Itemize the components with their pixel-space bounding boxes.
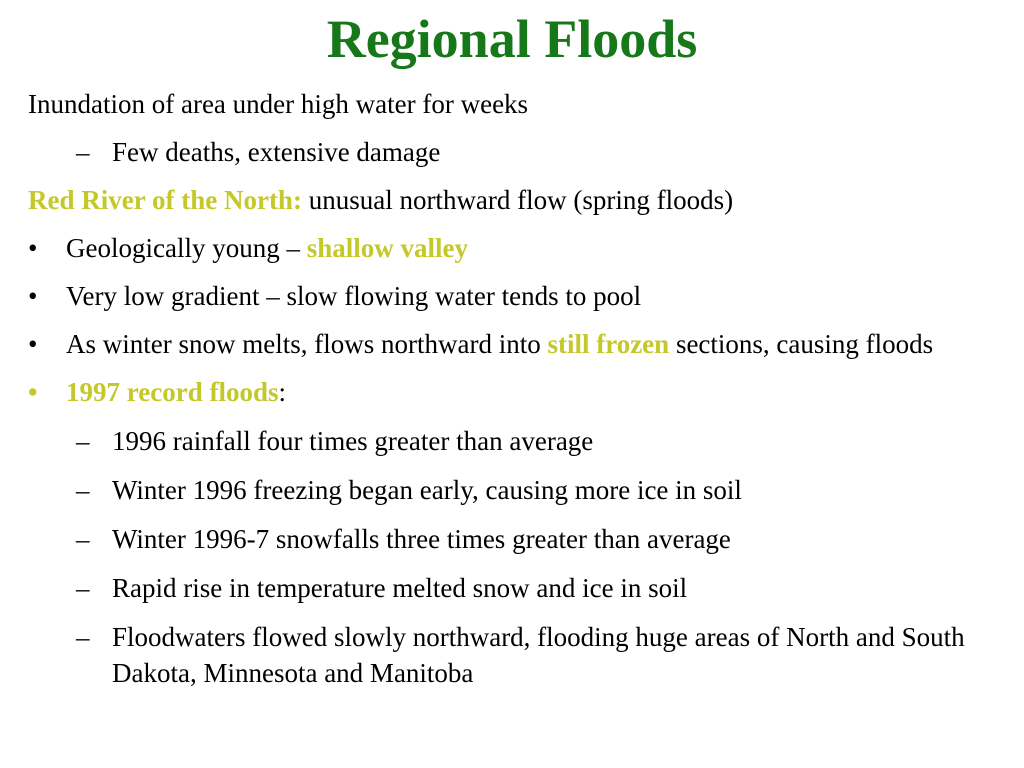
bullet-text: sections, causing floods: [669, 329, 934, 359]
dash-marker: –: [76, 622, 90, 652]
dash-marker: –: [76, 573, 90, 603]
bullet-marker: •: [28, 377, 38, 407]
dash-marker: –: [76, 524, 90, 554]
slide-title: Regional Floods: [326, 9, 698, 69]
sub-item-text: Winter 1996 freezing began early, causing more ice in soil: [112, 475, 742, 505]
bullet-text: Geologically young –: [66, 233, 307, 263]
dash-marker: –: [76, 475, 90, 505]
highlight-shallow-valley: shallow valley: [306, 233, 468, 263]
sub-item-snowfalls: [28, 521, 1008, 557]
sub-item-freezing: [28, 472, 1008, 508]
line-text: unusual northward flow (spring floods): [301, 185, 734, 215]
sub-item-text: Winter 1996-7 snowfalls three times greater than average: [112, 524, 731, 554]
dash-marker: –: [76, 137, 90, 167]
bullet-text: As winter snow melts, flows northward into: [66, 329, 548, 359]
text-line-inundation: [28, 86, 1008, 122]
dash-marker: –: [76, 426, 90, 456]
sub-item-few-deaths: [28, 134, 1008, 170]
text-line-red-river: [28, 182, 1008, 218]
bullet-text: :: [278, 377, 286, 407]
bullet-geologically-young: [28, 230, 1008, 266]
highlight-red-river: Red River of the North:: [28, 185, 302, 215]
sub-item-temperature: [28, 570, 1008, 606]
sub-item-floodwaters: [28, 619, 1008, 691]
bullet-marker: •: [28, 281, 38, 311]
sub-item-rainfall: [28, 423, 1008, 459]
sub-item-text: Floodwaters flowed slowly northward, flooding huge areas of North and South Dakota, Minnesota and Manitoba: [112, 622, 965, 688]
slide-body: [28, 86, 1008, 691]
bullet-text: Very low gradient – slow flowing water tends to pool: [66, 281, 642, 311]
sub-item-text: Few deaths, extensive damage: [112, 137, 441, 167]
sub-item-text: 1996 rainfall four times greater than average: [112, 426, 594, 456]
bullet-1997-floods: [28, 374, 1008, 410]
bullet-marker: •: [28, 329, 38, 359]
bullet-snow-melts: [28, 326, 1008, 362]
sub-item-text: Rapid rise in temperature melted snow and ice in soil: [112, 573, 688, 603]
bullet-marker: •: [28, 233, 38, 263]
line-text: Inundation of area under high water for weeks: [28, 89, 529, 119]
highlight-still-frozen: still frozen: [547, 329, 670, 359]
highlight-1997-floods: 1997 record floods: [66, 377, 279, 407]
bullet-low-gradient: [28, 278, 1008, 314]
